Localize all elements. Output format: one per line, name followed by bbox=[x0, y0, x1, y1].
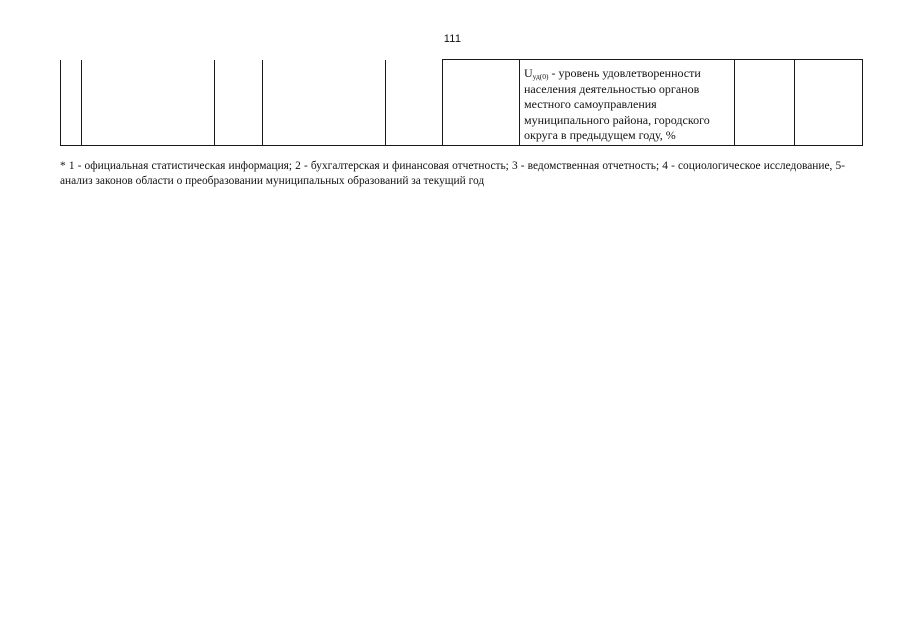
table-cell-8 bbox=[735, 60, 795, 146]
footnote: * 1 - официальная статистическая информация; 2 - бухгалтерская и финансовая отчетность; 3 - ведомственная отчетность; 4 - социологическое исследование, 5- анализ законов области о преобразовании муниципальных образований за текущий год bbox=[60, 160, 845, 187]
table-cell-1 bbox=[61, 60, 82, 146]
indicator-table bbox=[60, 59, 863, 146]
indicator-text: - уровень удовлетворенности населения деятельностью органов местного самоуправления муниципального района, городского округа в предыдущем году, % bbox=[524, 66, 710, 142]
table-cell-6 bbox=[443, 60, 520, 146]
table-cell-4 bbox=[263, 60, 386, 146]
indicator-symbol-subscript: уд(0) bbox=[532, 72, 549, 81]
table-cell-5 bbox=[386, 60, 443, 146]
page-number: 111 bbox=[443, 33, 462, 45]
indicator-cell bbox=[520, 60, 735, 146]
table-cell-3 bbox=[215, 60, 263, 146]
indicator-description bbox=[520, 60, 734, 144]
table-row bbox=[61, 60, 863, 146]
table-cell-2 bbox=[82, 60, 215, 146]
indicator-symbol: U bbox=[524, 66, 533, 80]
table-cell-9 bbox=[795, 60, 863, 146]
